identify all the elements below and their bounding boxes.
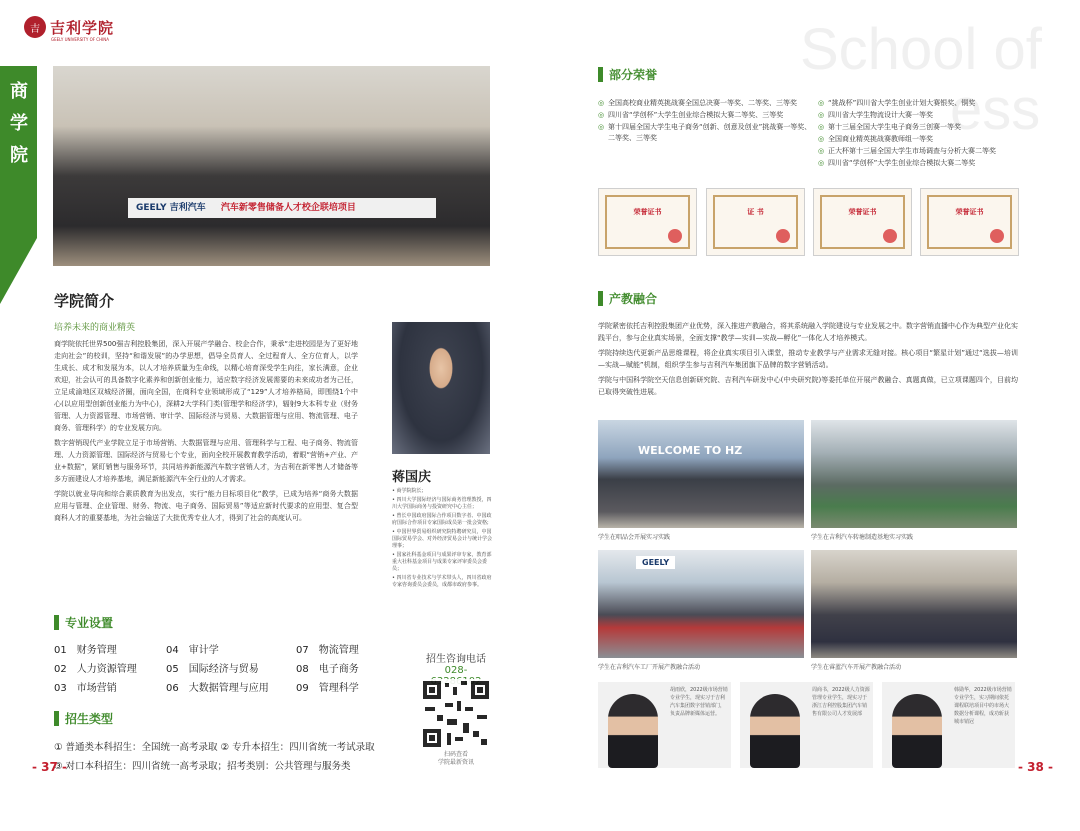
honor-item: ◎ “挑战杯”四川省大学生创业计划大赛银奖、铜奖	[818, 98, 1018, 109]
qr-caption-line: 扫码查看	[443, 751, 468, 758]
major-item: 09 管理科学	[296, 683, 359, 694]
certificate-image	[598, 188, 697, 256]
bio-item: • 四川省专业技术与学术带头人，四川省政府专家咨询委员会委员，成都市政府参事。	[392, 575, 492, 589]
stamp-icon	[883, 229, 897, 243]
majors-heading	[54, 614, 113, 631]
student-profile-text: 胡雨欣，2022级市场营销专业学生，现实习于吉利汽车集团数字营销部门，负责品牌新媒体运营。	[670, 687, 728, 717]
major-item: 03 市场营销	[54, 683, 117, 694]
photo-ruilan-visit	[811, 550, 1017, 658]
major-item: 08 电子商务	[296, 664, 359, 675]
intro-text	[54, 338, 358, 527]
college-logo	[24, 16, 115, 42]
honor-item: ◎ 四川省“学创杯”大学生创业综合模拟大赛二等奖、三等奖	[598, 110, 818, 121]
heading-bar-icon	[54, 615, 59, 630]
side-band-triangle	[0, 238, 37, 304]
logo-name: 吉利学院	[50, 18, 115, 37]
group-photo	[53, 66, 490, 266]
intro-paragraph-1: 商学院依托世界500强吉利控股集团，深入开展产学融合、校企合作，秉承“走进校园是为了更好地走向社会”的校训，坚持“和谐发展”的办学思想，倡导全员育人、全过程育人、全方位育人，以学生成长、成才和发展为本，以人才培养质量为生命线，以精心培育深受学生向往，家长满意，企业欢迎，社会认可的具备数字化素养和创新创业能力，适应数字经济发展需要的未来成功者为己任，立足成渝地区双城经济圈，面向全国，在商科专业领域形成了“129”人才培养格局，即围绕1个中心(以应用型创新创业能力为中心)，深耕2大学科门类(管理学和经济学)，辐射9大本科专业（财务管理、人力资源管理、市场营销、审计学、国际经济与贸易、大数据管理与应用、物流管理、电子商务、管理科学）的专业发展方向。	[54, 340, 358, 432]
industry-paragraph-1: 学院紧密依托吉利控股集团产业优势，深入推进产教融合，将其系统融入学院建设与专业发展之中。数字营销直播中心作为典型产业化实践平台，参与企业真实场景，全面支撑“教学—实训—实战—孵化”一体化人才培养模式。	[598, 322, 1018, 342]
dean-bio	[392, 488, 492, 591]
consult-title: 招生咨询电话	[426, 654, 486, 665]
certificate-image	[706, 188, 805, 256]
majors-title: 专业设置	[65, 616, 114, 630]
honor-item: ◎ 四川省“学创杯”大学生创业综合模拟大赛二等奖	[818, 158, 1018, 169]
bio-item: • 中国世界贸易组织研究院特聘研究员，中国国际贸易学会、对外经济贸易会计与统计学会理事；	[392, 529, 492, 550]
qr-caption	[421, 751, 491, 767]
major-item: 02 人力资源管理	[54, 664, 137, 675]
honor-item: ◎ 四川省大学生物流设计大赛一等奖	[818, 110, 1018, 121]
student-profile	[598, 682, 731, 768]
bio-item: • 国家社科基金项目与成果评审专家，教育部重大社科基金项目与成果专家评审委员会委员；	[392, 552, 492, 573]
dean-portrait	[392, 322, 490, 454]
watermark-line: School of	[800, 17, 1042, 82]
student-profile	[882, 682, 1015, 768]
certificate-title: 荣誉证书	[955, 208, 984, 216]
bio-item: • 四川大学国际经济与国际商务管理教授，四川大学国际商务与投资研究中心主任；	[392, 497, 492, 511]
industry-paragraph-2: 学院持续迭代更新产品思维课程，将企业真实项目引入课堂，推动专业教学与产业需求无缝对接。核心项目“繁星计划”通过“选拔—培训—实战—赋能”机制，组织学生参与吉利汽车集团旗下品牌的数字营销活动。	[598, 349, 1018, 369]
types-title: 招生类型	[65, 712, 114, 726]
intro-paragraph-2: 数字营销现代产业学院立足于市场营销、大数据管理与应用、管理科学与工程、电子商务、物流管理、人力资源管理、国际经济与贸易七个专业，面向全校开展教育教学活动，着眼“营销+产业、产业+数据”，紧盯销售与服务环节，共同培养新能源汽车数字营销人才，为吉利在新零售人才储备等多方面建设人才培养基地，满足新能源汽车全行业的人才需求。	[54, 439, 358, 483]
major-item: 07 物流管理	[296, 645, 359, 656]
dean-name: 蒋国庆	[392, 470, 432, 485]
heading-bar-icon	[598, 291, 603, 306]
page-number-right: - 38 -	[1018, 760, 1054, 774]
heading-bar-icon	[54, 711, 59, 726]
consult-phone: 028-	[444, 665, 468, 676]
major-item: 06 大数据管理与应用	[166, 683, 269, 694]
honor-item: ◎ 第十三届全国大学生电子商务三创赛一等奖	[818, 122, 1018, 133]
major-item: 01 财务管理	[54, 645, 117, 656]
photo-geely-factory	[598, 550, 804, 658]
photo-banner	[128, 198, 436, 218]
photo-caption: 学生在唱品会开展实习实践	[598, 534, 671, 541]
honors-column-right	[818, 98, 1018, 170]
student-profile-text: 周商书，2022级人力资源管理专业学生，现实习于浙江吉利控股集团汽车销售有限公司人才发展部	[812, 687, 870, 717]
logo-subtitle: GEELY UNIVERSITY OF CHINA	[51, 37, 110, 42]
qr-caption-line: 学院最新资讯	[437, 759, 474, 766]
watermark-line: ess	[950, 77, 1041, 142]
logo-seal-icon: 吉	[24, 16, 46, 38]
stamp-icon	[990, 229, 1004, 243]
honors-title: 部分荣誉	[609, 68, 658, 82]
banner-brand: GEELY 吉利汽车	[136, 203, 206, 213]
industry-title: 产教融合	[609, 292, 658, 306]
honor-item: ◎ 正大杯第十三届全国大学生市场调查与分析大赛二等奖	[818, 146, 1018, 157]
honor-item: ◎ 全国商业精英挑战赛教师组一等奖	[818, 134, 1018, 145]
industry-heading	[598, 290, 657, 307]
stamp-icon	[668, 229, 682, 243]
major-item: 04 审计学	[166, 645, 219, 656]
section-title-intro: 学院简介	[54, 292, 115, 310]
side-title: 商学院	[10, 81, 28, 166]
types-heading	[54, 710, 113, 727]
student-avatar	[892, 694, 942, 768]
majors-list	[54, 641, 384, 694]
bio-item: • 曾长中国政府国际合作项目数字者、中国政府国际合作项目专家国际成员第一批会资格;	[392, 513, 492, 527]
student-avatar	[608, 694, 658, 768]
photo-sign: GEELY	[636, 556, 675, 569]
photo-caption: 学生在吉利汽车转塘制造基地实习实践	[811, 534, 914, 541]
certificate-image	[813, 188, 912, 256]
student-profile-text: 韩勋华，2022级市场营销专业学生，实习期间依托课程联培项目中的市场大数据分析课程，成功斩获城市销冠	[954, 687, 1012, 725]
heading-bar-icon	[598, 67, 603, 82]
certificate-title: 荣誉证书	[633, 208, 662, 216]
photo-company-visit	[598, 420, 804, 528]
admission-types	[54, 738, 375, 776]
photo-caption: 学生在睿蓝汽车开展产教融合活动	[811, 664, 902, 671]
bio-item: • 商学院院长；	[392, 488, 492, 495]
major-item: 05 国际经济与贸易	[166, 664, 259, 675]
student-profile	[740, 682, 873, 768]
honor-item: ◎ 第十四届全国大学生电子商务“创新、创意及创业”挑战赛一等奖、二等奖、三等奖	[598, 122, 818, 144]
type-line-2: ③ 对口本科招生：四川省统一高考录取；招考类别：公共管理与服务类	[54, 761, 351, 772]
photo-factory-visit	[811, 420, 1017, 528]
tagline: 培养未来的商业精英	[54, 323, 136, 333]
certificate-image	[920, 188, 1019, 256]
industry-paragraph-3: 学院与中国科学院空天信息创新研究院、吉利汽车研发中心(中央研究院)等委托单位开展产教融合、真题真做，已立项课题四个，目前均已取得突破性进展。	[598, 376, 1018, 396]
industry-text	[598, 320, 1018, 401]
honors-column-left	[598, 98, 818, 170]
banner-text: 汽车新零售储备人才校企联培项目	[220, 203, 356, 213]
page-number-left: - 37 -	[32, 760, 68, 774]
certificate-title: 荣誉证书	[848, 208, 877, 216]
type-line-1: ① 普通类本科招生：全国统一高考录取 ② 专升本招生：四川省统一考试录取	[54, 742, 375, 753]
stamp-icon	[776, 229, 790, 243]
photo-caption: 学生在吉利汽车工厂开展产教融合活动	[598, 664, 701, 671]
intro-paragraph-3: 学院以就业导向和综合素质教育为出发点，实行“能力目标项目化”教学，已成为培养“商务大数据应用与管理、企业管理、财务、物流、电子商务、国际贸易”等适应新时代要求的应用型、复合型商科人才的重要基地，为社会输送了大批优秀专业人才，得到了社会的高度认可。	[54, 490, 358, 522]
honors-heading	[598, 66, 657, 83]
photo-sign: WELCOME TO HZ	[638, 444, 743, 457]
student-avatar	[750, 694, 800, 768]
honor-item: ◎ 全国高校商业精英挑战赛全国总决赛一等奖、二等奖、三等奖	[598, 98, 818, 109]
honors-list	[598, 98, 1018, 170]
certificate-title: 证 书	[747, 208, 764, 216]
qr-code-icon[interactable]	[421, 679, 491, 749]
